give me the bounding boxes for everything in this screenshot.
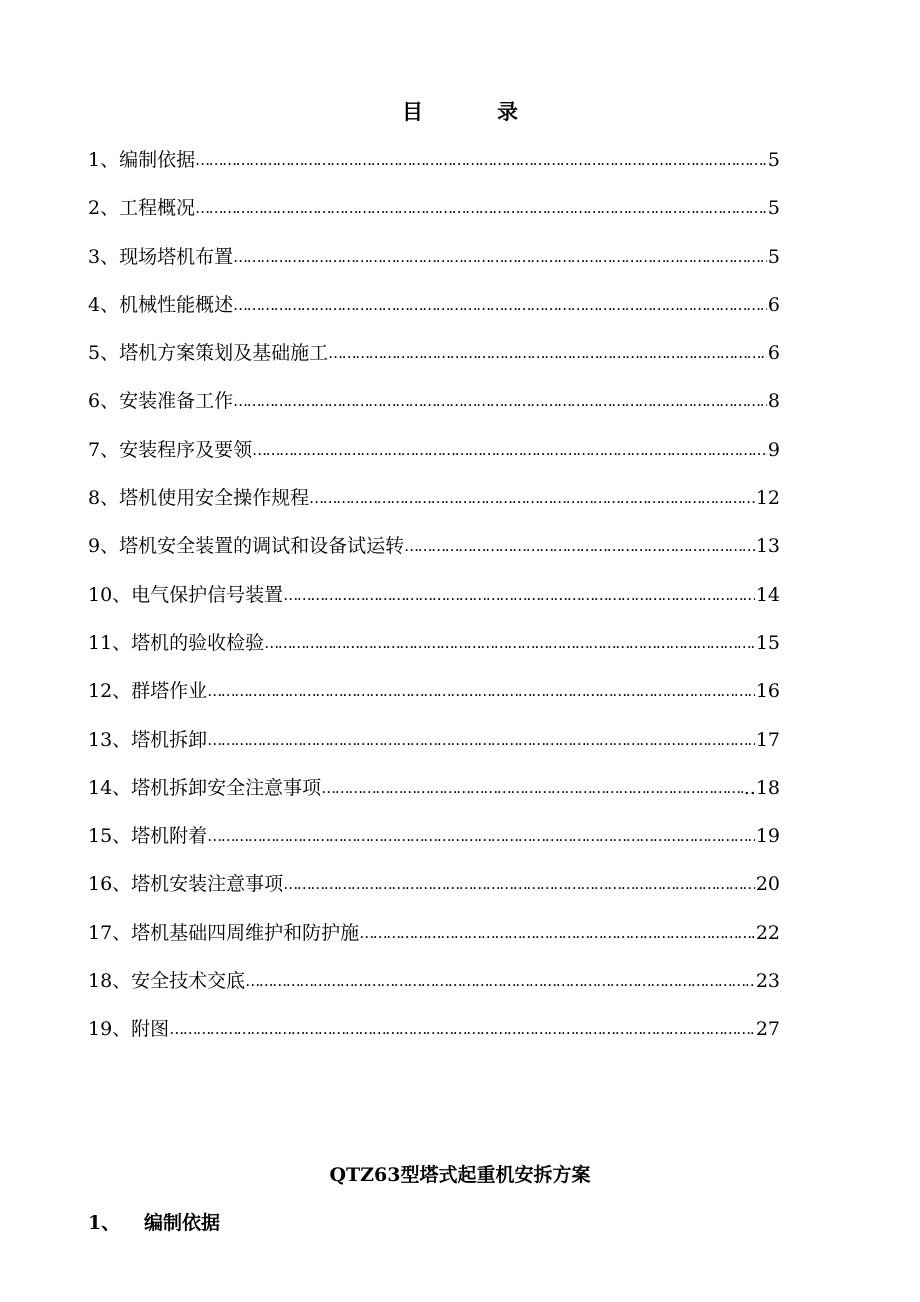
section-title: 编制依据: [144, 1212, 221, 1234]
toc-entry-page-number: 12: [755, 487, 780, 510]
toc-entry[interactable]: [88, 291, 780, 339]
toc-entry[interactable]: [88, 870, 780, 918]
toc-entry[interactable]: [88, 387, 780, 435]
toc-entry-label: 9、塔机安全装置的调试和设备试运转: [88, 535, 405, 558]
toc-entry[interactable]: [88, 629, 780, 677]
toc-entry-label: 13、塔机拆卸: [88, 728, 208, 751]
toc-entry-label: 16、塔机安装注意事项: [88, 873, 284, 896]
toc-entry-label: 8、塔机使用安全操作规程: [88, 487, 310, 510]
toc-entry-page-number: 17: [755, 728, 780, 751]
toc-dot-leader: [195, 194, 767, 222]
toc-entry[interactable]: [88, 1015, 780, 1063]
toc-entry[interactable]: [88, 822, 780, 870]
toc-entry-page-number: 14: [755, 583, 780, 606]
toc-dot-leader: [404, 532, 755, 560]
toc-dot-leader: [309, 484, 755, 512]
table-of-contents: [88, 146, 780, 1064]
toc-dot-leader: [207, 677, 755, 705]
toc-entry-label: 12、群塔作业: [88, 680, 208, 703]
toc-entry-label: 6、安装准备工作: [88, 390, 234, 413]
toc-entry[interactable]: [88, 146, 780, 194]
toc-dot-leader: [207, 726, 755, 754]
toc-entry[interactable]: [88, 919, 780, 967]
toc-entry-label: 2、工程概况: [88, 197, 196, 220]
toc-title-right: 录: [497, 99, 518, 124]
toc-entry-label: 4、机械性能概述: [88, 293, 234, 316]
toc-dot-leader: [283, 581, 755, 609]
section-heading: [88, 1208, 220, 1235]
toc-dot-leader: [233, 243, 767, 271]
toc-entry[interactable]: [88, 581, 780, 629]
toc-dot-leader: [207, 822, 755, 850]
toc-entry-page-number: 15: [755, 631, 780, 654]
toc-dot-leader: [264, 629, 755, 657]
toc-entry-page-number: 8: [767, 390, 780, 413]
toc-dot-leader: [252, 436, 767, 464]
toc-entry[interactable]: [88, 967, 780, 1015]
toc-entry-page-number: 23: [755, 970, 780, 993]
toc-entry[interactable]: [88, 532, 780, 580]
toc-entry-page-number: 6: [767, 342, 780, 365]
toc-title: [0, 96, 920, 126]
toc-entry[interactable]: [88, 726, 780, 774]
toc-entry-label: 17、塔机基础四周维护和防护施: [88, 921, 360, 944]
document-title: QTZ63型塔式起重机安拆方案: [329, 1164, 591, 1186]
toc-entry[interactable]: [88, 339, 780, 387]
toc-entry-label: 7、安装程序及要领: [88, 438, 253, 461]
toc-entry-label: 3、现场塔机布置: [88, 245, 234, 268]
toc-entry[interactable]: [88, 243, 780, 291]
toc-entry-label: 11、塔机的验收检验: [88, 631, 265, 654]
toc-entry[interactable]: [88, 484, 780, 532]
toc-dot-leader: [321, 774, 743, 802]
toc-dot-leader: [169, 1015, 755, 1043]
toc-entry-label: 15、塔机附着: [88, 825, 208, 848]
toc-entry-page-number: 5: [767, 149, 780, 171]
toc-entry-page-number: 16: [755, 680, 780, 703]
toc-entry-page-number: 19: [755, 825, 780, 848]
toc-title-left: 目: [402, 99, 423, 124]
toc-entry-label: 19、附图: [88, 1018, 170, 1041]
toc-entry-label: 10、电气保护信号装置: [88, 583, 284, 606]
toc-entry-page-number: 5: [767, 197, 780, 220]
toc-entry[interactable]: [88, 194, 780, 242]
toc-entry-page-number: 20: [755, 873, 780, 896]
toc-entry-page-number: 6: [767, 293, 780, 316]
section-number: 1、: [88, 1212, 121, 1234]
toc-entry-label: 5、塔机方案策划及基础施工: [88, 342, 329, 365]
toc-entry-label: 1、编制依据: [88, 149, 196, 171]
toc-dot-leader: [245, 967, 755, 995]
toc-entry-page-number: 27: [755, 1018, 780, 1041]
toc-entry[interactable]: [88, 436, 780, 484]
toc-dot-leader: [283, 870, 755, 898]
toc-dot-leader: [195, 146, 767, 174]
toc-entry-label: 18、安全技术交底: [88, 970, 246, 993]
toc-entry-page-number: 5: [767, 245, 780, 268]
toc-entry[interactable]: [88, 774, 780, 822]
toc-dot-leader: [233, 291, 767, 319]
toc-entry-label: 14、塔机拆卸安全注意事项: [88, 776, 322, 799]
toc-entry-page-number: ..18: [743, 776, 780, 799]
toc-dot-leader: [359, 919, 755, 947]
toc-entry[interactable]: [88, 677, 780, 725]
toc-dot-leader: [328, 339, 767, 367]
toc-entry-page-number: 13: [755, 535, 780, 558]
toc-entry-page-number: 9: [767, 438, 780, 461]
toc-entry-page-number: 22: [755, 921, 780, 944]
toc-dot-leader: [233, 387, 767, 415]
